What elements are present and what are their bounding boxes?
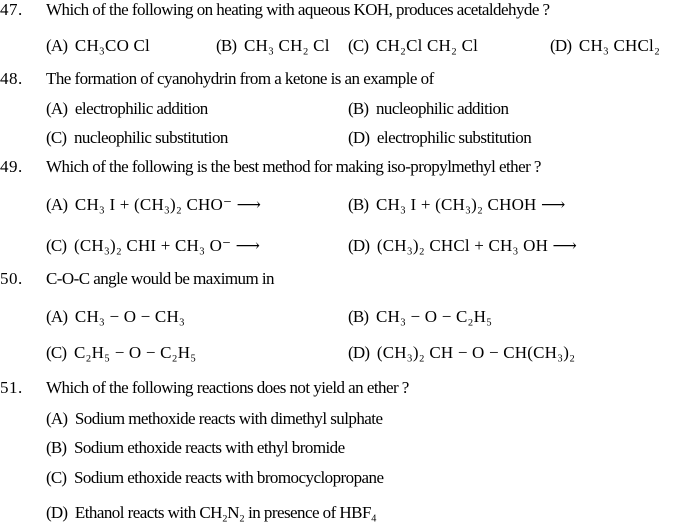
option-label: (B) <box>348 307 369 326</box>
option-d <box>550 36 660 56</box>
option-a <box>46 36 150 56</box>
option-b <box>216 36 330 56</box>
question-number: 48. <box>0 69 23 88</box>
option-label: (D) <box>348 343 370 362</box>
option-label: (C) <box>46 128 67 147</box>
option-text: CH₃ I + (CH₃)₂ CHO⁻ ⟶ <box>74 195 262 214</box>
question-text: Which of the following on heating with aqueous KOH, produces acetaldehyde ? <box>46 0 550 19</box>
option-d <box>348 343 575 363</box>
option-label: (C) <box>46 236 67 255</box>
question-number: 51. <box>0 378 23 397</box>
option-text: (CH₃)₂ CH − O − CH(CH₃)₂ <box>376 343 576 362</box>
option-label: (A) <box>46 195 68 214</box>
question-number: 50. <box>0 269 23 288</box>
question-text: C-O-C angle would be maximum in <box>46 269 274 288</box>
option-label: (B) <box>216 36 237 55</box>
option-text: Sodium ethoxide reacts with bromocyclopropane <box>73 468 384 487</box>
question-text: The formation of cyanohydrin from a ketone is an example of <box>46 69 434 88</box>
option-a <box>46 409 382 429</box>
option-label: (D) <box>348 236 370 255</box>
option-label: (D) <box>550 36 572 55</box>
option-label: (A) <box>46 36 68 55</box>
option-label: (A) <box>46 409 68 428</box>
option-text: CH₃ − O − CH₃ <box>74 307 186 326</box>
option-label: (C) <box>46 343 67 362</box>
option-text: nucleophilic addition <box>375 99 509 118</box>
option-c <box>46 236 260 256</box>
option-b <box>348 99 508 119</box>
option-label: (B) <box>348 99 369 118</box>
question-text: Which of the following is the best method for making iso-propylmethyl ether ? <box>46 157 541 176</box>
option-label: (C) <box>46 468 67 487</box>
option-b <box>348 307 492 327</box>
option-a <box>46 195 261 215</box>
option-d <box>348 236 577 256</box>
question-number: 49. <box>0 157 23 176</box>
option-label: (A) <box>46 99 68 118</box>
option-text: CH₃ CHCl₂ <box>578 36 661 55</box>
option-label: (B) <box>348 195 369 214</box>
option-text: electrophilic addition <box>74 99 208 118</box>
option-c <box>348 36 478 56</box>
option-d <box>348 128 531 148</box>
option-text: Sodium ethoxide reacts with ethyl bromide <box>73 438 345 457</box>
question-number: 47. <box>0 0 23 19</box>
option-b <box>46 438 345 458</box>
option-label: (A) <box>46 307 68 326</box>
option-label: (D) <box>348 128 370 147</box>
option-a <box>46 307 185 327</box>
option-text: C₂H₅ − O − C₂H₅ <box>73 343 197 362</box>
option-text: CH₃CO Cl <box>74 36 150 55</box>
option-text: CH₃ I + (CH₃)₂ CHOH ⟶ <box>375 195 566 214</box>
option-text: nucleophilic substitution <box>73 128 228 147</box>
option-text: Sodium methoxide reacts with dimethyl sulphate <box>74 409 383 428</box>
option-text: CH₃ − O − C₂H₅ <box>375 307 493 326</box>
option-text: Ethanol reacts with CH₂N₂ in presence of HBF₄ <box>74 503 377 522</box>
option-text: CH₂Cl CH₂ Cl <box>375 36 479 55</box>
option-c <box>46 128 228 148</box>
option-d <box>46 503 376 523</box>
option-text: (CH₃)₂ CHCl + CH₃ OH ⟶ <box>376 236 578 255</box>
question-text: Which of the following reactions does not yield an ether ? <box>46 378 409 397</box>
option-text: CH₃ CH₂ Cl <box>243 36 330 55</box>
option-text: electrophilic substitution <box>376 128 532 147</box>
option-b <box>348 195 566 215</box>
option-text: (CH₃)₂ CHI + CH₃ O⁻ ⟶ <box>73 236 261 255</box>
option-label: (B) <box>46 438 67 457</box>
option-a <box>46 99 208 119</box>
option-label: (D) <box>46 503 68 522</box>
option-c <box>46 343 196 363</box>
option-c <box>46 468 383 488</box>
option-label: (C) <box>348 36 369 55</box>
